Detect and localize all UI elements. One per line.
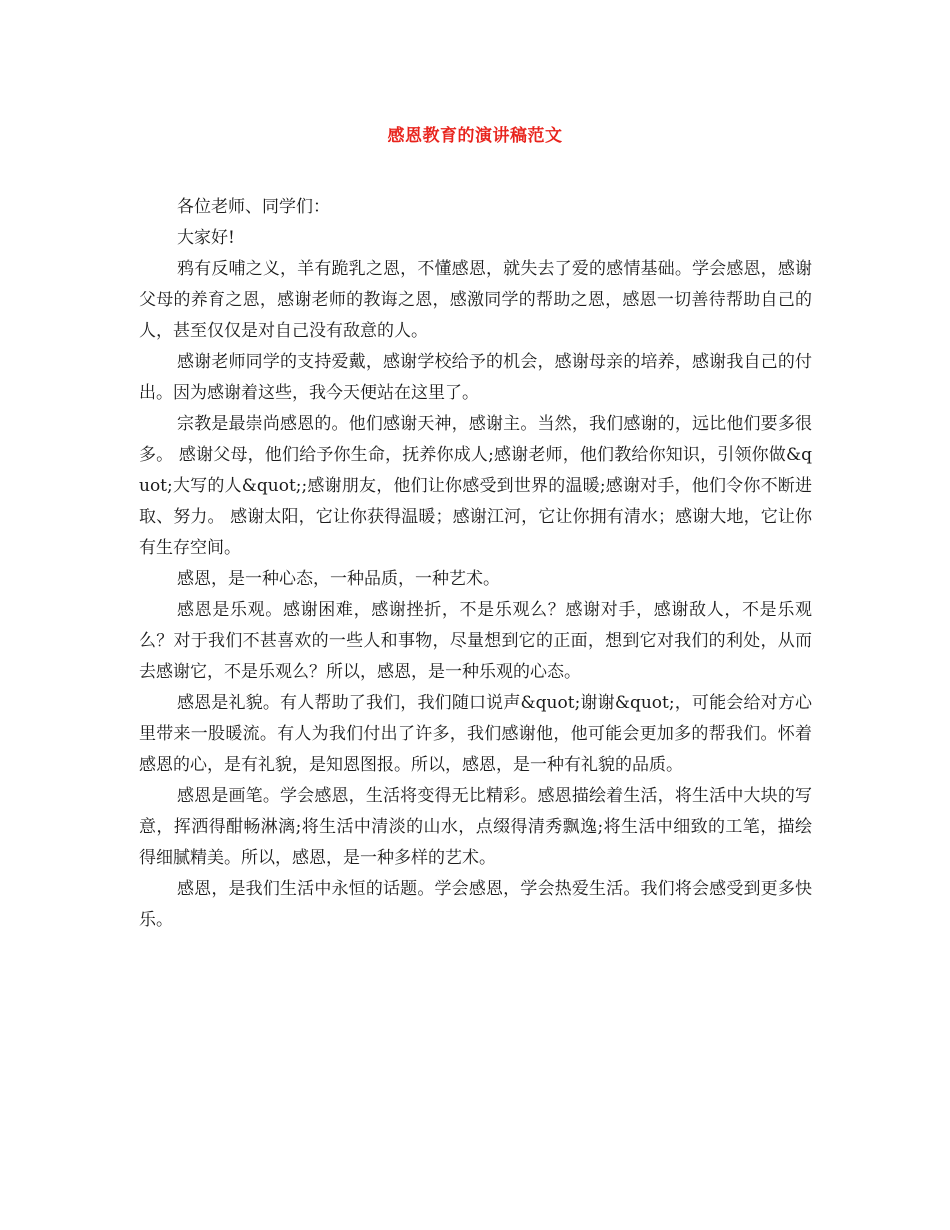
paragraph-hello: 大家好! [177,228,235,248]
paragraph-gratitude-basis: 鸦有反哺之义，羊有跪乳之恩，不懂感恩，就失去了爱的感情基础。学会感恩，感谢父母的养育之恩，感谢老师的教诲之恩，感激同学的帮助之恩，感恩一切善待帮助自己的人，甚至仅仅是对自己没有敌意的人。 [139,259,812,341]
paragraph-conclusion: 感恩，是我们生活中永恒的话题。学会感恩，学会热爱生活。我们将会感受到更多快乐。 [139,879,812,930]
paragraph-politeness: 感恩是礼貌。有人帮助了我们，我们随口说声&quot;谢谢&quot;，可能会给对方心里带来一股暖流。有人为我们付出了许多，我们感谢他，他可能会更加多的帮我们。怀着感恩的心，是有礼貌，是知恩图报。所以，感恩，是一种有礼貌的品质。 [139,693,812,775]
paragraph-definition: 感恩，是一种心态，一种品质，一种艺术。 [177,569,500,589]
paragraph-brush: 感恩是画笔。学会感恩，生活将变得无比精彩。感恩描绘着生活，将生活中大块的写意，挥洒得酣畅淋漓;将生活中清淡的山水，点缀得清秀飘逸;将生活中细致的工笔，描绘得细腻精美。所以，感恩，是一种多样的艺术。 [139,786,812,868]
paragraph-religion: 宗教是最崇尚感恩的。他们感谢天神，感谢主。当然，我们感谢的，远比他们要多很多。 感谢父母，他们给予你生命，抚养你成人;感谢老师，他们教给你知识，引领你做&quot;大写的人&quot;;感谢朋友，他们让你感受到世界的温暖;感谢对手，他们令你不断进取、努力。 感谢太阳，它让你获得温暖；感谢江河，它让你拥有清水；感谢大地，它让你有生存空间。 [139,414,812,558]
document-body [139,192,812,936]
paragraph-thanks-support: 感谢老师同学的支持爱戴，感谢学校给予的机会，感谢母亲的培养，感谢我自己的付出。因为感谢着这些，我今天便站在这里了。 [139,352,812,403]
paragraph-greeting: 各位老师、同学们： [177,197,330,217]
paragraph-optimism: 感恩是乐观。感谢困难，感谢挫折，不是乐观么？感谢对手，感谢敌人，不是乐观么？对于我们不甚喜欢的一些人和事物，尽量想到它的正面，想到它对我们的利处，从而去感谢它，不是乐观么？所以，感恩，是一种乐观的心态。 [139,600,812,682]
document-title: 感恩教育的演讲稿范文 [387,126,563,146]
